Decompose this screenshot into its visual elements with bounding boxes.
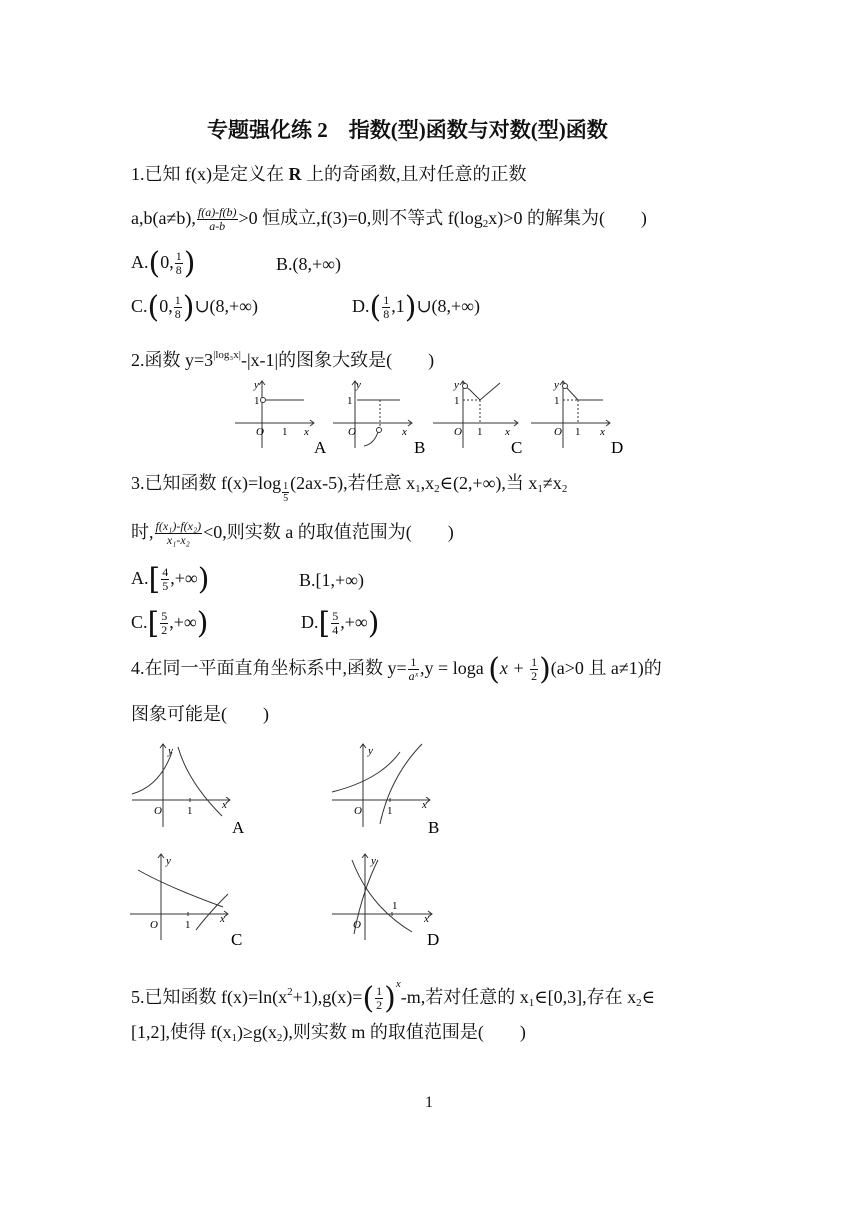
axis-x-label: x: [505, 426, 510, 438]
axis-x-label: x: [422, 799, 427, 811]
axis-y-label: y: [371, 855, 376, 867]
axis-origin-label: O: [154, 805, 162, 817]
q3-opt-d-label: D.: [301, 612, 319, 632]
q2-graph-a: [232, 378, 327, 457]
q1-option-a: A.(0, $\frac{1}{8}$ ): [131, 245, 196, 281]
axis-tick-one: 1: [187, 805, 193, 817]
q2-graph-c-label: C: [511, 438, 523, 457]
q2-graph-a-label: A: [314, 438, 327, 457]
q3-l1-b: (2ax-5),若任意 x: [290, 473, 416, 493]
q1-text-c: 上的奇函数,且对任意的正数: [301, 164, 527, 184]
q5-fraction: [375, 985, 383, 1012]
q1-opt-a-zero: 0,: [160, 252, 174, 272]
axis-x-label: x: [222, 799, 227, 811]
q3-sub-4: 2: [561, 483, 568, 495]
q3-opt-c-den: 2: [161, 623, 168, 638]
q3-opt-a-inf: ,+∞: [170, 568, 198, 588]
page-number: 1: [425, 1094, 433, 1111]
q3-opt-d-den: 4: [332, 623, 339, 638]
q2-graph-d-label: D: [611, 438, 624, 457]
q2-graph-d: [528, 378, 628, 457]
q1-opt-a-label: A.: [131, 252, 149, 272]
axis-one-label: 1: [554, 395, 560, 407]
axis-one-label: 1: [254, 395, 260, 407]
q5-l2-sub-1: 1: [231, 1032, 237, 1044]
q3-option-c: C.[ $\frac{5}{2}$ ,+∞): [131, 605, 209, 641]
q3-opt-d-num: 5: [332, 609, 339, 624]
q4-graph-d: [330, 852, 455, 950]
q3-fraction: [155, 520, 203, 547]
q3-opt-a-num: 4: [162, 565, 169, 580]
q5-line2: [131, 1020, 526, 1050]
axis-tick-one: 1: [185, 919, 191, 931]
q3-sub-1: 1: [415, 483, 421, 495]
q4-line2: 图象可能是( ): [131, 704, 269, 724]
q3-frac-num: f(x₁)-f(x₂): [155, 519, 202, 534]
q3-log-base: [282, 481, 289, 504]
q5-l2-a: [1,2],使得 f(x: [131, 1022, 232, 1042]
q1-opt-c-zero: 0,: [159, 296, 173, 316]
q5-l1-b: +1),g(x)=: [292, 987, 363, 1007]
q1-option-c: C.(0, $\frac{1}{8}$ )∪(8,+∞): [131, 289, 259, 325]
axis-x-label: x: [600, 426, 605, 438]
q1-l2-c: x)>0 的解集为( ): [488, 208, 647, 228]
q4-fraction-2: [530, 656, 538, 683]
q2-exponent: |log₃x|: [213, 349, 241, 361]
q1-opt-a-den: 8: [175, 263, 182, 278]
q1-opt-d-frac: [382, 294, 390, 321]
q1-opt-a-frac: [175, 250, 183, 277]
axis-y-label: y: [554, 379, 559, 391]
q3-opt-c-frac: [160, 610, 168, 637]
q4-graph-b-label: B: [428, 818, 440, 837]
q4-f-den: aˣ: [408, 669, 419, 684]
axis-x-label: x: [424, 913, 429, 925]
q3-opt-c-num: 5: [161, 609, 168, 624]
q4-l1-c: x +: [499, 658, 530, 678]
q3-frac-den: x₁-x₂: [166, 533, 190, 548]
q3-opt-c-label: C.: [131, 612, 148, 632]
q4-h-den: 2: [531, 669, 538, 684]
q3-line1: [131, 471, 567, 504]
q3-sub-3: 1: [537, 483, 543, 495]
q1-l2-b: >0 恒成立,f(3)=0,则不等式 f(log: [238, 208, 483, 228]
q5-l1-e: ∈: [641, 987, 655, 1007]
axis-origin-label: O: [256, 426, 264, 438]
q3-option-b: B.[1,+∞): [299, 570, 364, 590]
q5-l2-b: )≥g(x: [236, 1022, 277, 1042]
axis-y-label: y: [168, 745, 173, 757]
axis-one-label: 1: [347, 395, 353, 407]
q5-l2-sub-2: 2: [276, 1032, 283, 1044]
q4-fraction-1: [408, 656, 419, 683]
axis-origin-label: O: [354, 805, 362, 817]
q3-opt-c-inf: ,+∞: [169, 612, 197, 632]
page-title: 专题强化练 2 指数(型)函数与对数(型)函数: [207, 118, 608, 142]
q1-frac-den: a-b: [209, 219, 226, 234]
q1-option-b: B.(8,+∞): [276, 254, 341, 274]
q4-graph-c-label: C: [231, 930, 243, 949]
q1-l2-sub: 2: [482, 218, 489, 230]
q4-l1-d: (a>0 且 a≠1)的: [550, 658, 662, 678]
axis-x-label: x: [304, 426, 309, 438]
q4-graph-d-label: D: [427, 930, 440, 949]
q5-l1-c: -m,若对任意的 x: [400, 987, 529, 1007]
q1-fraction: [197, 206, 238, 233]
q1-l2-a: a,b(a≠b),: [131, 208, 196, 228]
q4-line1: 4.在同一平面直角坐标系中,函数 y= $\frac{1}{\text{aˣ}}$ ,y = loga (x + $\frac{1}{2}$ )(a>0 且 a≠1)的: [131, 651, 662, 687]
q4-l1-b: ,y = loga: [420, 658, 484, 678]
q4-graph-a-label: A: [232, 818, 245, 837]
axis-tick-one: 1: [282, 426, 288, 438]
q4-f-num: 1: [408, 656, 419, 670]
q3-l1-c: ,x: [420, 473, 435, 493]
q1-opt-c-label: C.: [131, 296, 148, 316]
q1-opt-d-num: 1: [383, 293, 390, 308]
axis-origin-label: O: [348, 426, 356, 438]
q3-base-den: 5: [283, 493, 289, 504]
q3-l1-a: 3.已知函数 f(x)=log: [131, 473, 282, 493]
q3-opt-a-den: 5: [162, 579, 169, 594]
q1-opt-d-one: ,1: [391, 296, 405, 316]
q5-sub-1: 1: [528, 997, 535, 1009]
axis-y-label: y: [368, 745, 373, 757]
q4-l1-a: 4.在同一平面直角坐标系中,函数 y=: [131, 658, 407, 678]
q4-graph-c: [128, 852, 253, 950]
q2-stem: [131, 343, 434, 372]
q3-opt-d-inf: ,+∞: [340, 612, 368, 632]
q3-base-num: 1: [283, 481, 289, 492]
q2-text-a: 2.函数 y=3: [131, 350, 214, 370]
q5-g-den: 2: [376, 998, 383, 1013]
q1-text-R: R: [288, 164, 302, 184]
axis-origin-label: O: [454, 426, 462, 438]
q4-graph-b: [330, 742, 455, 838]
axis-y-label: y: [254, 379, 259, 391]
q3-sub-2: 2: [434, 483, 440, 495]
q1-option-d: D.( $\frac{1}{8}$ ,1)∪(8,+∞): [352, 289, 480, 325]
axis-x-label: x: [402, 426, 407, 438]
q1-opt-a-num: 1: [175, 249, 182, 264]
q5-exp-x: x: [395, 978, 401, 990]
q3-line2: [131, 520, 454, 547]
q1-frac-num: f(a)-f(b): [197, 205, 237, 220]
q3-opt-a-label: A.: [131, 568, 149, 588]
q1-opt-c-frac: [174, 294, 182, 321]
axis-x-label: x: [220, 913, 225, 925]
q3-l2-b: <0,则实数 a 的取值范围为( ): [203, 522, 454, 542]
q3-opt-d-frac: [331, 610, 339, 637]
axis-tick-one: 1: [575, 426, 581, 438]
q1-line1: [131, 162, 526, 186]
q3-l1-d: ∈(2,+∞),当 x: [439, 473, 538, 493]
q1-text-a: 1.已知 f(x)是定义在: [131, 164, 289, 184]
axis-origin-label: O: [150, 919, 158, 931]
q3-l1-e: ≠x: [542, 473, 562, 493]
q1-opt-d-den: 8: [383, 307, 390, 322]
axis-y-label: y: [356, 379, 361, 391]
q3-opt-a-frac: [161, 566, 169, 593]
q1-opt-c-den: 8: [174, 307, 181, 322]
q3-option-a: A.[ $\frac{4}{5}$ ,+∞): [131, 561, 210, 597]
q4-h-num: 1: [531, 655, 538, 670]
q2-text-b: -|x-1|的图象大致是( ): [240, 350, 435, 370]
axis-one-label: 1: [454, 395, 460, 407]
q1-line2: [131, 206, 647, 236]
q5-l1-a: 5.已知函数 f(x)=ln(x: [131, 987, 288, 1007]
q5-line1: 5.已知函数 $f(x)=\ln(x^2+1),g(x)=$( $\frac{1}{2}$ )$^x$-m,若对任意的 $x_1\in[0,3]$,存在 $x_2\in$: [131, 978, 655, 1016]
q1-opt-c-num: 1: [174, 293, 181, 308]
q1-opt-d-union: ∪(8,+∞): [416, 296, 480, 316]
q5-g-num: 1: [376, 984, 383, 999]
q3-l2-a: 时,: [131, 522, 154, 542]
q5-l2-c: ),则实数 m 的取值范围是( ): [282, 1022, 526, 1042]
q3-option-d: D.[ $\frac{5}{4}$ ,+∞): [301, 605, 380, 641]
q2-graph-b-label: B: [414, 438, 426, 457]
q1-opt-d-label: D.: [352, 296, 370, 316]
axis-origin-label: O: [554, 426, 562, 438]
q2-graph-c: [430, 378, 530, 457]
q4-graph-a: [130, 742, 255, 838]
q2-graph-b: [330, 378, 426, 457]
q1-opt-c-union: ∪(8,+∞): [194, 296, 259, 316]
axis-origin-label: O: [353, 919, 361, 931]
q5-sub-2: 2: [636, 997, 642, 1009]
q5-l1-d: ∈[0,3],存在 x: [534, 987, 637, 1007]
axis-y-label: y: [166, 855, 171, 867]
axis-tick-one: 1: [477, 426, 483, 438]
axis-tick-one: 1: [392, 900, 398, 912]
q5-square: 2: [287, 986, 293, 998]
axis-y-label: y: [454, 379, 459, 391]
axis-tick-one: 1: [387, 805, 393, 817]
